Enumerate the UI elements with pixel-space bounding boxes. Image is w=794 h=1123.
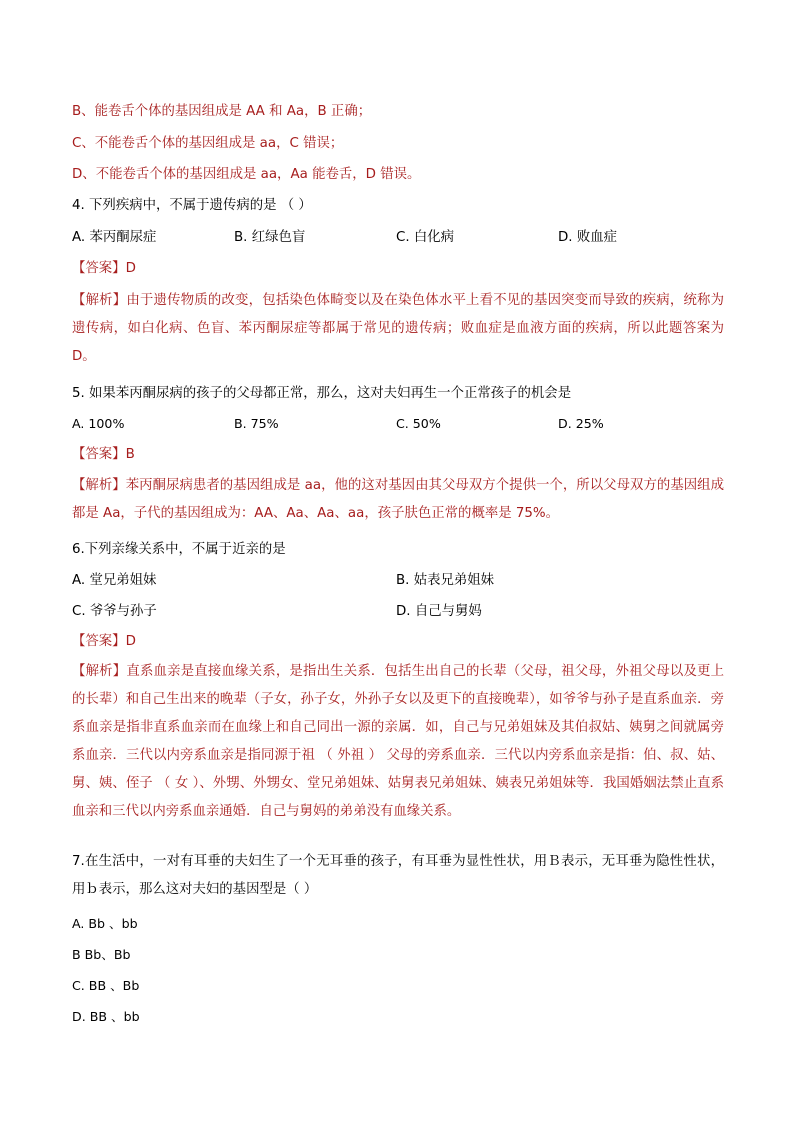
q7-option-b: B Bb、Bb	[72, 947, 131, 962]
q5-option-c: C. 50%	[396, 416, 441, 431]
answer-label: 【答案】	[72, 447, 126, 462]
q4-answer	[72, 259, 732, 279]
answer-value: D	[125, 261, 136, 276]
answer-label: 【答案】	[72, 261, 126, 276]
q5-option-d: D. 25%	[558, 416, 604, 431]
q6-options-row1	[72, 570, 732, 592]
q6-question: 6.下列亲缘关系中，不属于近亲的是	[72, 542, 286, 557]
analysis-text: 由于遗传物质的改变，包括染色体畸变以及在染色体水平上看不见的基因突变而导致的疾病，统称为遗传病，如白化病、色盲、苯丙酮尿症等都属于常见的遗传病；败血症是血液方面的疾病，所以此题答案为 D。	[72, 293, 725, 364]
q5-option-b: B. 75%	[234, 416, 279, 431]
answer-label: 【答案】	[72, 634, 126, 649]
analysis-line-c: C、不能卷舌个体的基因组成是 aa，C 错误；	[72, 136, 344, 151]
q7-question: 7.在生活中，一对有耳垂的夫妇生了一个无耳垂的孩子，有耳垂为显性性状，用Ｂ表示，无耳垂为隐性性状，用ｂ表示，那么这对夫妇的基因型是（ ）	[72, 854, 724, 897]
q4-option-c: C. 白化病	[396, 230, 455, 245]
q6-analysis	[72, 658, 724, 826]
q4-question: 4. 下列疾病中，不属于遗传病的是 （ ）	[72, 198, 312, 213]
answer-value: D	[125, 634, 136, 649]
analysis-label: 【解析】	[72, 664, 127, 679]
q5-question: 5. 如果苯丙酮尿病的孩子的父母都正常，那么，这对夫妇再生一个正常孩子的机会是	[72, 386, 572, 401]
q4-option-b: B. 红绿色盲	[234, 230, 306, 245]
analysis-label: 【解析】	[72, 478, 126, 493]
q7-option-c: C. BB 、Bb	[72, 978, 140, 993]
q6-answer	[72, 632, 732, 652]
q4-options	[72, 227, 732, 249]
answer-value: B	[125, 447, 135, 462]
q5-answer	[72, 445, 732, 465]
q7-option-d: D. BB 、bb	[72, 1009, 140, 1024]
q6-option-b: B. 姑表兄弟姐妹	[396, 573, 495, 588]
analysis-line-b: B、能卷舌个体的基因组成是 AA 和 Aa，B 正确；	[72, 104, 372, 119]
analysis-label: 【解析】	[72, 293, 127, 308]
q4-analysis	[72, 287, 724, 371]
q5-analysis	[72, 472, 724, 528]
q4-option-d: D. 败血症	[558, 230, 617, 245]
q5-options	[72, 413, 732, 435]
analysis-text: 苯丙酮尿病患者的基因组成是 aa，他的这对基因由其父母双方个提供一个，所以父母双方的基因组成都是 Aa，子代的基因组成为：AA、Aa、Aa、aa，孩子肤色正常的概率是 75%。	[72, 478, 725, 521]
q6-option-d: D. 自己与舅妈	[396, 604, 482, 619]
q6-option-a: A. 堂兄弟姐妹	[72, 573, 157, 588]
analysis-line-d: D、不能卷舌个体的基因组成是 aa，Aa 能卷舌，D 错误。	[72, 167, 421, 182]
analysis-text: 直系血亲是直接血缘关系，是指出生关系．包括生出自己的长辈（父母，祖父母，外祖父母以及更上的长辈）和自己生出来的晚辈（子女，孙子女，外孙子女以及更下的直接晚辈），如爷爷与孙子是直系血亲．旁系血亲是指非直系血亲而在血缘上和自己同出一源的亲属．如，自己与兄弟姐妹及其伯叔姑、姨舅之间就属旁系血亲．三代以内旁系血亲是指同源于祖 （ 外祖 ） 父母的旁系血亲．三代以内旁系血亲是指：伯、叔、姑、舅、姨、侄子 （ 女 ）、外甥、外甥女、堂兄弟姐妹、姑舅表兄弟姐妹、姨表兄弟姐妹等．我国婚姻法禁止直系血亲和三代以内旁系血亲通婚．自己与舅妈的弟弟没有血缘关系。	[72, 664, 725, 819]
q4-option-a: A. 苯丙酮尿症	[72, 230, 157, 245]
q6-option-c: C. 爷爷与孙子	[72, 604, 157, 619]
q5-option-a: A. 100%	[72, 416, 125, 431]
q6-options-row2	[72, 601, 732, 623]
q7-option-a: A. Bb 、bb	[72, 916, 138, 931]
